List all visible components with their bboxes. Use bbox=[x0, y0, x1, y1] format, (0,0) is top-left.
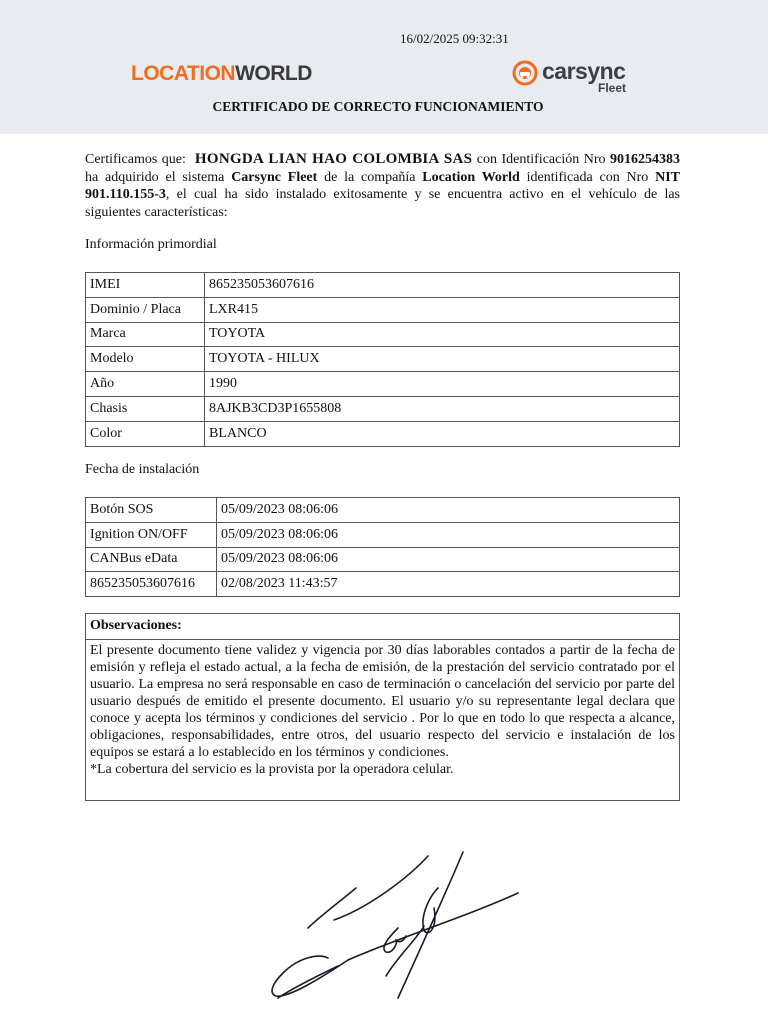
provider-name: Location World bbox=[422, 169, 520, 185]
company-name: HONGDA LIAN HAO COLOMBIA SAS bbox=[194, 151, 473, 167]
primary-info-key: Color bbox=[86, 421, 205, 446]
primary-info-key: Marca bbox=[86, 322, 205, 347]
primary-info-row bbox=[86, 372, 680, 397]
install-date-value: 02/08/2023 11:43:57 bbox=[217, 572, 680, 597]
primary-info-row bbox=[86, 396, 680, 421]
primary-info-key: Año bbox=[86, 372, 205, 397]
observations-heading: Observaciones: bbox=[86, 614, 679, 640]
primary-info-value: BLANCO bbox=[205, 421, 680, 446]
install-date-row bbox=[86, 547, 680, 572]
issue-timestamp: 16/02/2025 09:32:31 bbox=[400, 31, 509, 46]
primary-info-row bbox=[86, 347, 680, 372]
primary-info-key: IMEI bbox=[86, 273, 205, 298]
install-date-key: 865235053607616 bbox=[86, 572, 217, 597]
install-date-value: 05/09/2023 08:06:06 bbox=[217, 522, 680, 547]
observations-box bbox=[85, 613, 680, 801]
primary-info-row bbox=[86, 297, 680, 322]
certificate-intro bbox=[85, 151, 680, 221]
intro-text: identificada con Nro bbox=[519, 169, 656, 185]
carsync-fleet-logo bbox=[512, 58, 632, 98]
car-badge-icon bbox=[512, 60, 538, 86]
primary-info-value: TOYOTA bbox=[205, 322, 680, 347]
install-dates-label: Fecha de instalación bbox=[85, 462, 200, 477]
system-name: Carsync Fleet bbox=[231, 169, 318, 185]
install-date-value: 05/09/2023 08:06:06 bbox=[217, 498, 680, 523]
install-date-row bbox=[86, 572, 680, 597]
primary-info-row bbox=[86, 421, 680, 446]
install-dates-table bbox=[85, 497, 680, 597]
primary-info-key: Dominio / Placa bbox=[86, 297, 205, 322]
intro-text: , el cual ha sido instalado exitosamente y se encuentra activo en el vehículo de las siguientes características: bbox=[85, 187, 680, 220]
handwritten-signature bbox=[248, 848, 528, 1008]
install-date-row bbox=[86, 498, 680, 523]
install-date-key: Ignition ON/OFF bbox=[86, 522, 217, 547]
header-band bbox=[0, 0, 768, 134]
intro-text: ha adquirido el sistema bbox=[85, 169, 232, 185]
primary-info-value: TOYOTA - HILUX bbox=[205, 347, 680, 372]
primary-info-value: LXR415 bbox=[205, 297, 680, 322]
primary-info-key: Chasis bbox=[86, 396, 205, 421]
primary-info-table bbox=[85, 272, 680, 447]
provider-nit: NIT 901.110.155-3 bbox=[85, 169, 680, 203]
coverage-note: *La cobertura del servicio es la provista por la operadora celular. bbox=[90, 762, 454, 777]
carsync-fleet-label: Fleet bbox=[598, 81, 627, 95]
primary-info-label: Información primordial bbox=[85, 237, 217, 252]
document-title: CERTIFICADO DE CORRECTO FUNCIONAMIENTO bbox=[212, 99, 544, 114]
company-id: 9016254383 bbox=[609, 152, 680, 167]
observations-text: El presente documento tiene validez y vigencia por 30 días laborables contados a partir de la fecha de emisión y refleja el estado actual, a la fecha de emisión, de la prestación del servicio contratado por el usuario. La empresa no será responsable en caso de terminación o cancelación del servicio por parte del usuario después de emitido el presente documento. El usuario y/o su representante legal declara que conoce y acepta los términos y condiciones del servicio . Por lo que en todo lo que respecta a alcance, obligaciones, responsabilidades, entre otros, del usuario respecto del servicio e instalación de los equipos se estará a lo establecido en los términos y condiciones. bbox=[90, 643, 675, 760]
intro-text: con Identificación Nro bbox=[472, 152, 610, 167]
logo-world-text: WORLD bbox=[235, 62, 312, 85]
install-date-key: Botón SOS bbox=[86, 498, 217, 523]
install-date-value: 05/09/2023 08:06:06 bbox=[217, 547, 680, 572]
primary-info-value: 1990 bbox=[205, 372, 680, 397]
primary-info-row bbox=[86, 322, 680, 347]
primary-info-value: 865235053607616 bbox=[205, 273, 680, 298]
carsync-name: carsync bbox=[542, 58, 626, 84]
install-date-row bbox=[86, 522, 680, 547]
primary-info-key: Modelo bbox=[86, 347, 205, 372]
logo-location-text: LOCATION bbox=[131, 62, 236, 85]
primary-info-value: 8AJKB3CD3P1655808 bbox=[205, 396, 680, 421]
observations-body bbox=[86, 640, 679, 778]
intro-text: de la compañía bbox=[317, 169, 423, 185]
install-date-key: CANBus eData bbox=[86, 547, 217, 572]
primary-info-row bbox=[86, 273, 680, 298]
intro-text: Certificamos que: bbox=[85, 152, 186, 167]
location-world-logo bbox=[131, 62, 312, 86]
